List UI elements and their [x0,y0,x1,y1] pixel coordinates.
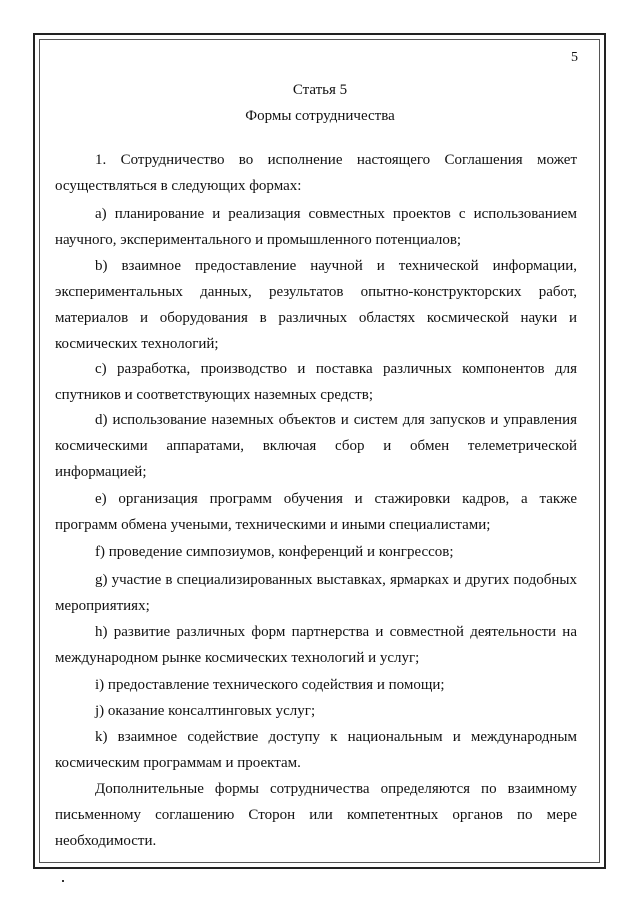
article-number-title: Статья 5 [292,82,348,98]
article-subtitle: Формы сотрудничества [245,108,395,124]
paragraph-item-f: f) проведение симпозиумов, конференций и конгрессов; [95,544,454,560]
paragraph-item-h: h) развитие различных форм партнерства и совместной деятельности на международном рынке космических технологий и услуг; [55,624,577,666]
paragraph-1: 1. Сотрудничество во исполнение настоящего Соглашения может осуществляться в следующих формах: [55,152,577,194]
page-number: 5 [571,50,578,65]
paragraph-item-g: g) участие в специализированных выставках, ярмарках и других подобных мероприятиях; [55,572,577,614]
paragraph-item-i: i) предоставление технического содействия и помощи; [95,677,445,693]
paragraph-item-c: c) разработка, производство и поставка различных компонентов для спутников и соответствующих наземных средств; [55,361,577,403]
paragraph-item-e: e) организация программ обучения и стажировки кадров, а также программ обмена учеными, техническими и иными специалистами; [55,491,577,533]
paragraph-additional: Дополнительные формы сотрудничества определяются по взаимному письменному соглашению Сторон или компетентных органов по мере необходимости. [55,781,577,849]
paragraph-item-k: k) взаимное содействие доступу к национальным и международным космическим программам и проектам. [55,729,577,771]
paragraph-item-b: b) взаимное предоставление научной и технической информации, экспериментальных данных, результатов опытно-конструкторских работ, материалов и оборудования в различных областях космической науки и космических технологий; [55,258,577,352]
paragraph-item-d: d) использование наземных объектов и систем для запусков и управления космическими аппаратами, включая сбор и обмен телеметрической информацией; [55,412,577,480]
scan-speck [62,880,64,882]
paragraph-item-a: a) планирование и реализация совместных проектов с использованием научного, экспериментального и промышленного потенциалов; [55,206,577,248]
paragraph-item-j: j) оказание консалтинговых услуг; [95,703,316,719]
